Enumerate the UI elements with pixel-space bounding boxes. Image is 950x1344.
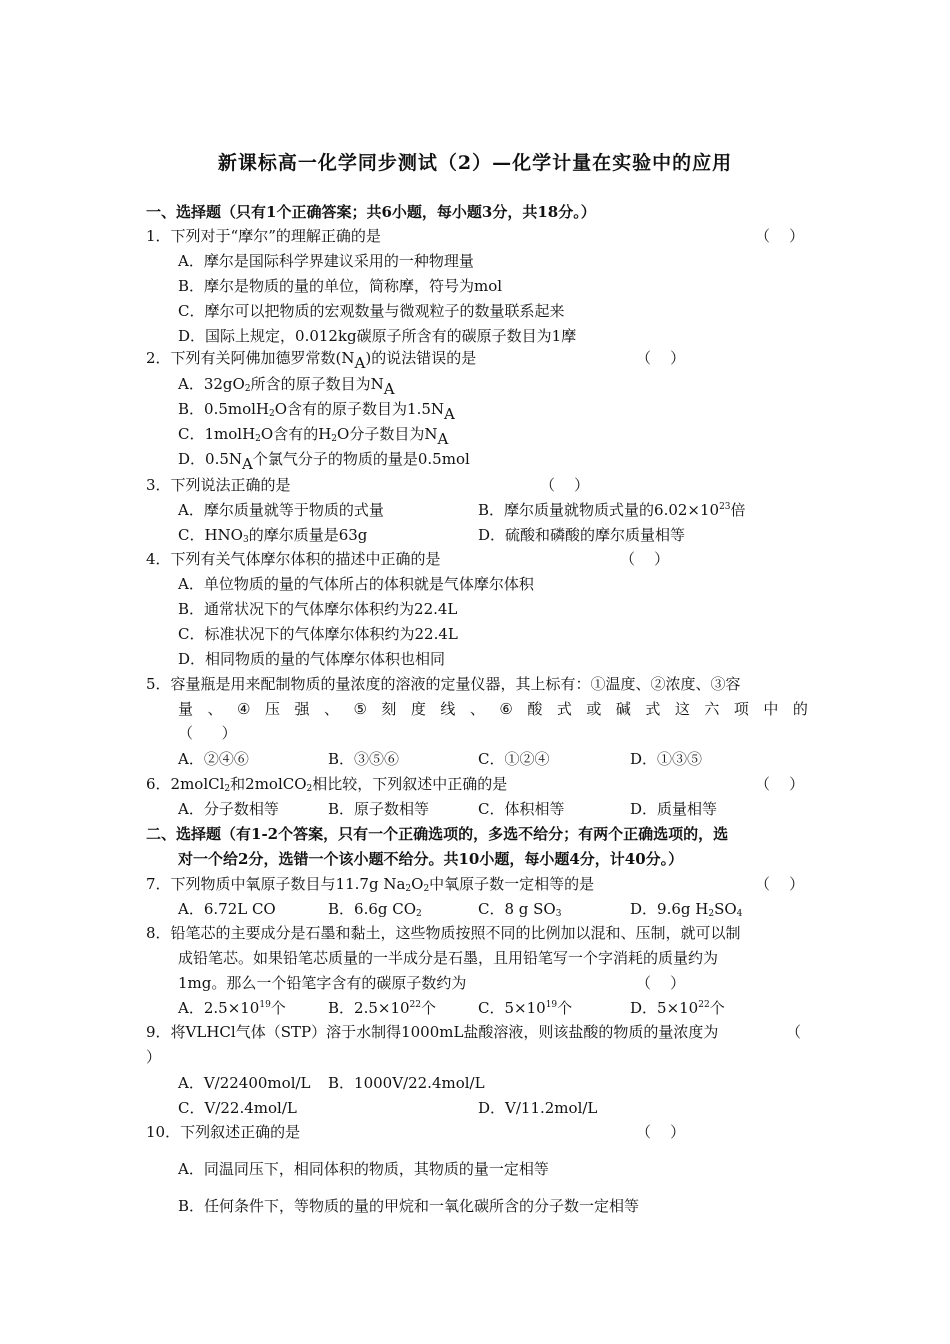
question-1-answer-blank: （ ） — [755, 227, 805, 245]
question-2-option-a: A．$32gO_2$所含的原子数目为NA — [178, 375, 395, 398]
question-5-stem: 5．容量瓶是用来配制物质的量浓度的溶液的定量仪器，其上标有：①温度、②浓度、③容 — [146, 675, 741, 693]
section-1-heading: 一、选择题（只有1个正确答案；共6小题，每小题3分，共18分。） — [146, 203, 596, 221]
question-7-option-a: A．6.72L CO — [178, 900, 276, 918]
question-9-answer-blank-open: （ — [786, 1023, 802, 1041]
question-6-answer-blank: （ ） — [755, 775, 805, 793]
question-8-answer-blank: （ ） — [636, 974, 686, 992]
question-3-answer-blank: （ ） — [540, 476, 590, 494]
question-4-stem: 4．下列有关气体摩尔体积的描述中正确的是 — [146, 550, 441, 568]
question-1-option-a: A．摩尔是国际科学界建议采用的一种物理量 — [178, 252, 474, 270]
question-6-option-b: B．原子数相等 — [328, 800, 430, 818]
question-9-option-c: C．V/22.4mol/L — [178, 1099, 297, 1117]
question-10-stem: 10．下列叙述正确的是 — [146, 1123, 301, 1141]
question-8-option-b: B．$2.5\times 10^{22}$个 — [328, 999, 437, 1017]
page-title: 新课标高一化学同步测试（2）—化学计量在实验中的应用 — [217, 152, 733, 174]
question-8-stem-line-2: 成铅笔芯。如果铅笔芯质量的一半成分是石墨，且用铅笔写一个字消耗的质量约为 — [178, 949, 719, 967]
question-5-option-b: B．③⑤⑥ — [328, 750, 400, 768]
question-9-option-a: A．V/22400mol/L — [178, 1074, 311, 1092]
question-9-answer-blank-close: ） — [146, 1048, 162, 1066]
question-4-option-a: A．单位物质的量的气体所占的体积就是气体摩尔体积 — [178, 575, 534, 593]
question-3-option-d: D．硫酸和磷酸的摩尔质量相等 — [478, 526, 686, 544]
question-9-option-b: B．1000V/22.4mol/L — [328, 1074, 485, 1092]
question-8-option-d: D．$5\times 10^{22}$个 — [630, 999, 725, 1017]
question-6-stem: 6．2molCl$_2$和2molCO$_2$相比较，下列叙述中正确的是 — [146, 775, 508, 794]
question-7-option-d: D．9.6g $H_2SO_4$ — [630, 900, 743, 919]
question-2-option-b: B．0.5molH$_2$O含有的原子数目为1.5NA — [178, 400, 455, 423]
question-3-option-c: C．$HNO_3$的摩尔质量是63g — [178, 526, 368, 545]
question-3-option-b: B．摩尔质量就物质式量的$6.02\times 10^{23}$倍 — [478, 501, 746, 519]
question-7-option-b: B．6.6g $CO_2$ — [328, 900, 422, 919]
question-1-option-b: B．摩尔是物质的量的单位，简称摩，符号为mol — [178, 277, 503, 295]
question-8-option-a: A．$2.5\times 10^{19}$个 — [178, 999, 286, 1017]
question-2-answer-blank: （ ） — [636, 349, 686, 367]
question-4-option-b: B．通常状况下的气体摩尔体积约为22.4L — [178, 600, 458, 618]
question-3-stem: 3．下列说法正确的是 — [146, 476, 291, 494]
question-1-stem: 1．下列对于“摩尔”的理解正确的是 — [146, 227, 381, 245]
question-4-answer-blank: （ ） — [620, 550, 670, 568]
question-1-option-d: D．国际上规定，0.012kg碳原子所含有的碳原子数目为1摩 — [178, 327, 577, 345]
question-6-option-a: A．分子数相等 — [178, 800, 279, 818]
question-10-option-b: B．任何条件下，等物质的量的甲烷和一氧化碳所含的分子数一定相等 — [178, 1197, 640, 1215]
question-6-option-c: C．体积相等 — [478, 800, 565, 818]
question-5-stem-line-2: 量 、 ④ 压 强 、 ⑤ 刻 度 线 、 ⑥ 酸 式 或 碱 式 这 六 项 中 的 — [178, 700, 808, 718]
question-7-stem: 7．下列物质中氧原子数目与11.7g $Na_2O_2$中氧原子数一定相等的是 — [146, 875, 595, 894]
section-2-heading: 二、选择题（有1-2个答案，只有一个正确选项的，多选不给分；有两个正确选项的，选 — [146, 825, 729, 843]
question-1-option-c: C．摩尔可以把物质的宏观数量与微观粒子的数量联系起来 — [178, 302, 565, 320]
question-2-stem: 2．下列有关阿佛加德罗常数(NA)的说法错误的是 — [146, 349, 477, 372]
question-8-option-c: C．$5\times 10^{19}$个 — [478, 999, 573, 1017]
question-9-option-d: D．V/11.2mol/L — [478, 1099, 598, 1117]
question-4-option-c: C．标准状况下的气体摩尔体积约为22.4L — [178, 625, 458, 643]
question-2-option-c: C．1molH$_2$O含有的$H_2O$分子数目为NA — [178, 425, 449, 448]
section-2-heading-line-2: 对一个给2分，选错一个该小题不给分。共10小题，每小题4分，计40分。） — [178, 850, 684, 868]
question-5-option-c: C．①②④ — [478, 750, 550, 768]
question-10-option-a: A．同温同压下，相同体积的物质，其物质的量一定相等 — [178, 1160, 549, 1178]
question-10-answer-blank: （ ） — [636, 1123, 686, 1141]
question-9-stem: 9．将VLHCl气体（STP）溶于水制得1000mL盐酸溶液，则该盐酸的物质的量浓度为 — [146, 1023, 719, 1041]
question-8-stem: 8．铅笔芯的主要成分是石墨和黏土，这些物质按照不同的比例加以混和、压制，就可以制 — [146, 924, 741, 942]
question-5-option-d: D．①③⑤ — [630, 750, 703, 768]
question-7-answer-blank: （ ） — [755, 875, 805, 893]
question-6-option-d: D．质量相等 — [630, 800, 718, 818]
question-4-option-d: D．相同物质的量的气体摩尔体积也相同 — [178, 650, 446, 668]
question-7-option-c: C．8 g $SO_3$ — [478, 900, 562, 919]
question-2-option-d: D．0.5NA个氯气分子的物质的量是0.5mol — [178, 450, 470, 473]
question-5-option-a: A．②④⑥ — [178, 750, 249, 768]
question-8-stem-line-3: 1mg。那么一个铅笔字含有的碳原子数约为 — [178, 974, 467, 992]
question-3-option-a: A．摩尔质量就等于物质的式量 — [178, 501, 384, 519]
question-5-answer-blank: （ ） — [178, 724, 237, 742]
